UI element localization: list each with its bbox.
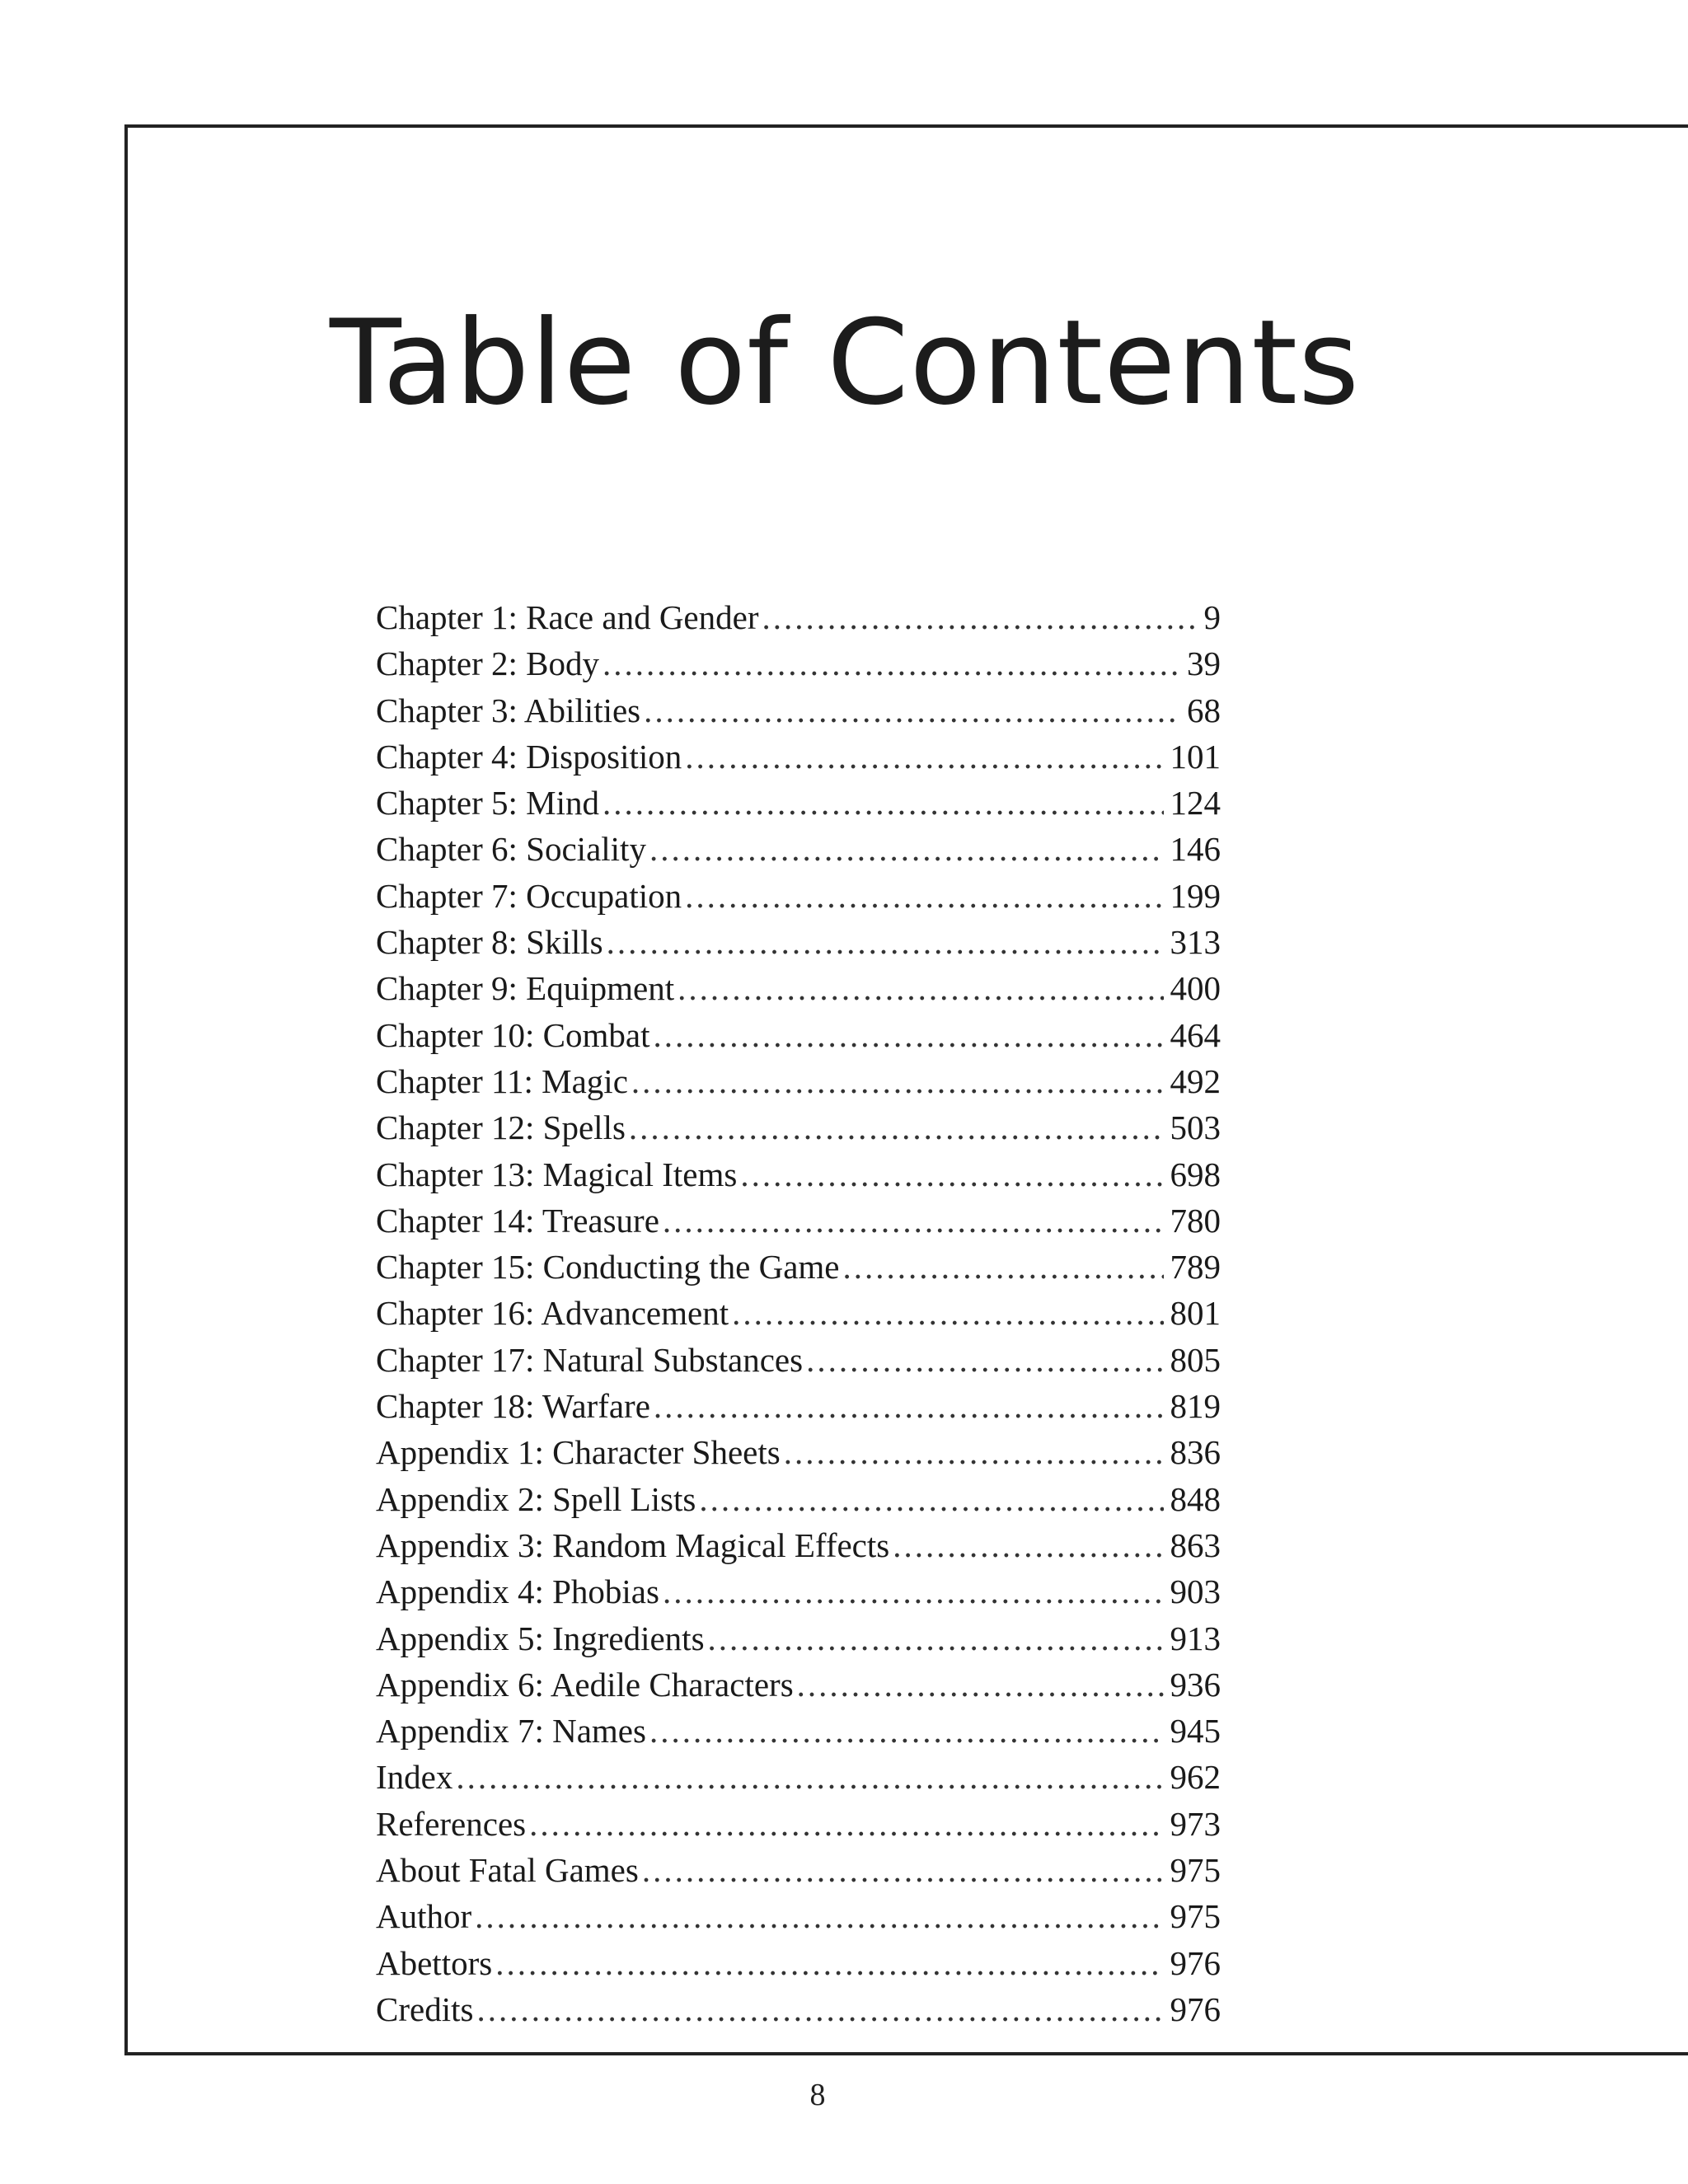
toc-entry-page: 962 bbox=[1170, 1758, 1221, 1797]
toc-dot-leader bbox=[843, 1244, 1164, 1290]
toc-entry bbox=[376, 1429, 1221, 1475]
toc-entry-label: Appendix 7: Names bbox=[376, 1712, 646, 1750]
toc-entry bbox=[376, 1012, 1221, 1058]
table-of-contents bbox=[376, 594, 1221, 2032]
toc-entry-label: Chapter 18: Warfare bbox=[376, 1387, 650, 1426]
toc-entry bbox=[376, 1383, 1221, 1429]
toc-entry-page: 9 bbox=[1203, 598, 1221, 636]
toc-entry-label: Chapter 6: Sociality bbox=[376, 830, 646, 869]
toc-dot-leader bbox=[654, 1383, 1164, 1429]
toc-entry-label: Chapter 5: Mind bbox=[376, 784, 600, 823]
toc-entry-page: 973 bbox=[1170, 1804, 1221, 1843]
toc-entry bbox=[376, 1661, 1221, 1708]
toc-entry-label: Appendix 5: Ingredients bbox=[376, 1619, 705, 1657]
toc-entry-label: Chapter 17: Natural Substances bbox=[376, 1340, 804, 1379]
toc-entry-label: Chapter 10: Combat bbox=[376, 1015, 650, 1054]
toc-entry-page: 801 bbox=[1170, 1294, 1221, 1333]
toc-dot-leader bbox=[806, 1337, 1163, 1383]
toc-dot-leader bbox=[629, 1104, 1164, 1151]
toc-entry-page: 836 bbox=[1170, 1433, 1221, 1472]
toc-entry-label: Chapter 1: Race and Gender bbox=[376, 598, 759, 636]
toc-entry-page: 101 bbox=[1170, 737, 1221, 776]
toc-dot-leader bbox=[699, 1476, 1163, 1522]
page-number: 8 bbox=[809, 2078, 826, 2112]
toc-entry-label: Chapter 16: Advancement bbox=[376, 1294, 729, 1333]
toc-entry-label: Credits bbox=[376, 1990, 474, 2028]
toc-dot-leader bbox=[476, 1986, 1163, 2032]
toc-dot-leader bbox=[893, 1522, 1163, 1568]
toc-entry-label: Appendix 3: Random Magical Effects bbox=[376, 1526, 890, 1564]
toc-entry-label: Chapter 12: Spells bbox=[376, 1108, 626, 1147]
toc-entry-page: 913 bbox=[1170, 1619, 1221, 1657]
toc-entry-label: Chapter 3: Abilities bbox=[376, 691, 641, 729]
toc-entry bbox=[376, 733, 1221, 780]
toc-dot-leader bbox=[663, 1568, 1164, 1615]
toc-entry bbox=[376, 873, 1221, 919]
toc-dot-leader bbox=[784, 1429, 1164, 1475]
toc-entry-page: 976 bbox=[1170, 1990, 1221, 2028]
toc-entry-page: 698 bbox=[1170, 1155, 1221, 1193]
toc-entry-page: 945 bbox=[1170, 1712, 1221, 1750]
toc-dot-leader bbox=[649, 1708, 1164, 1754]
toc-entry bbox=[376, 1337, 1221, 1383]
toc-entry-page: 313 bbox=[1170, 923, 1221, 962]
toc-entry bbox=[376, 1754, 1221, 1800]
toc-entry bbox=[376, 965, 1221, 1011]
toc-dot-leader bbox=[456, 1754, 1163, 1800]
toc-entry-page: 936 bbox=[1170, 1665, 1221, 1704]
toc-entry-page: 789 bbox=[1170, 1248, 1221, 1286]
toc-entry-label: Appendix 1: Character Sheets bbox=[376, 1433, 781, 1472]
toc-dot-leader bbox=[762, 594, 1197, 640]
toc-entry bbox=[376, 1244, 1221, 1290]
toc-entry bbox=[376, 1568, 1221, 1615]
toc-dot-leader bbox=[631, 1058, 1164, 1104]
toc-entry bbox=[376, 1893, 1221, 1939]
toc-dot-leader bbox=[603, 640, 1180, 687]
toc-dot-leader bbox=[685, 733, 1163, 780]
toc-entry bbox=[376, 780, 1221, 826]
toc-entry bbox=[376, 594, 1221, 640]
page-title: Table of Contents bbox=[330, 295, 1361, 431]
toc-entry-label: Chapter 14: Treasure bbox=[376, 1201, 659, 1240]
toc-dot-leader bbox=[678, 965, 1163, 1011]
toc-entry-page: 863 bbox=[1170, 1526, 1221, 1564]
toc-entry bbox=[376, 1615, 1221, 1661]
toc-dot-leader bbox=[740, 1151, 1163, 1197]
toc-entry bbox=[376, 919, 1221, 965]
toc-dot-leader bbox=[603, 780, 1163, 826]
toc-entry bbox=[376, 1801, 1221, 1847]
toc-entry bbox=[376, 1940, 1221, 1986]
toc-entry bbox=[376, 1290, 1221, 1336]
toc-entry-label: Appendix 6: Aedile Characters bbox=[376, 1665, 794, 1704]
toc-entry bbox=[376, 1847, 1221, 1893]
toc-entry-label: Author bbox=[376, 1897, 472, 1936]
toc-dot-leader bbox=[649, 826, 1164, 872]
toc-dot-leader bbox=[797, 1661, 1164, 1708]
toc-dot-leader bbox=[708, 1615, 1164, 1661]
toc-entry-label: References bbox=[376, 1804, 527, 1843]
toc-dot-leader bbox=[529, 1801, 1163, 1847]
toc-entry-page: 976 bbox=[1170, 1943, 1221, 1982]
toc-entry-page: 975 bbox=[1170, 1897, 1221, 1936]
toc-entry bbox=[376, 1058, 1221, 1104]
toc-dot-leader bbox=[654, 1012, 1164, 1058]
toc-dot-leader bbox=[495, 1940, 1163, 1986]
toc-dot-leader bbox=[685, 873, 1163, 919]
toc-entry bbox=[376, 1104, 1221, 1151]
toc-entry-label: Chapter 4: Disposition bbox=[376, 737, 682, 776]
toc-dot-leader bbox=[642, 1847, 1164, 1893]
toc-entry-page: 464 bbox=[1170, 1015, 1221, 1054]
toc-entry bbox=[376, 640, 1221, 687]
toc-entry bbox=[376, 1151, 1221, 1197]
toc-dot-leader bbox=[644, 687, 1180, 733]
toc-entry-label: Abettors bbox=[376, 1943, 493, 1982]
toc-dot-leader bbox=[663, 1197, 1164, 1244]
toc-entry-label: Chapter 9: Equipment bbox=[376, 969, 675, 1008]
toc-entry bbox=[376, 826, 1221, 872]
toc-entry-label: About Fatal Games bbox=[376, 1851, 639, 1890]
toc-entry-page: 780 bbox=[1170, 1201, 1221, 1240]
toc-entry-label: Chapter 2: Body bbox=[376, 644, 600, 683]
toc-entry bbox=[376, 687, 1221, 733]
toc-entry-label: Chapter 15: Conducting the Game bbox=[376, 1248, 840, 1286]
toc-entry-page: 503 bbox=[1170, 1108, 1221, 1147]
toc-dot-leader bbox=[607, 919, 1164, 965]
toc-entry-page: 903 bbox=[1170, 1572, 1221, 1611]
toc-entry-page: 146 bbox=[1170, 830, 1221, 869]
toc-entry-page: 68 bbox=[1187, 691, 1221, 729]
toc-entry-page: 848 bbox=[1170, 1479, 1221, 1518]
toc-entry-page: 492 bbox=[1170, 1062, 1221, 1100]
toc-entry bbox=[376, 1522, 1221, 1568]
toc-entry-label: Chapter 8: Skills bbox=[376, 923, 603, 962]
toc-entry-label: Chapter 13: Magical Items bbox=[376, 1155, 738, 1193]
toc-entry-page: 39 bbox=[1187, 644, 1221, 683]
toc-entry-page: 124 bbox=[1170, 784, 1221, 823]
toc-dot-leader bbox=[732, 1290, 1163, 1336]
toc-entry-label: Index bbox=[376, 1758, 453, 1797]
toc-dot-leader bbox=[475, 1893, 1163, 1939]
toc-entry-page: 199 bbox=[1170, 876, 1221, 915]
toc-entry-label: Appendix 4: Phobias bbox=[376, 1572, 659, 1611]
toc-entry bbox=[376, 1476, 1221, 1522]
toc-entry bbox=[376, 1708, 1221, 1754]
toc-entry-label: Appendix 2: Spell Lists bbox=[376, 1479, 696, 1518]
toc-entry-label: Chapter 7: Occupation bbox=[376, 876, 682, 915]
toc-entry bbox=[376, 1197, 1221, 1244]
toc-entry bbox=[376, 1986, 1221, 2032]
toc-entry-page: 975 bbox=[1170, 1851, 1221, 1890]
toc-entry-label: Chapter 11: Magic bbox=[376, 1062, 628, 1100]
toc-entry-page: 819 bbox=[1170, 1387, 1221, 1426]
toc-entry-page: 805 bbox=[1170, 1340, 1221, 1379]
toc-entry-page: 400 bbox=[1170, 969, 1221, 1008]
